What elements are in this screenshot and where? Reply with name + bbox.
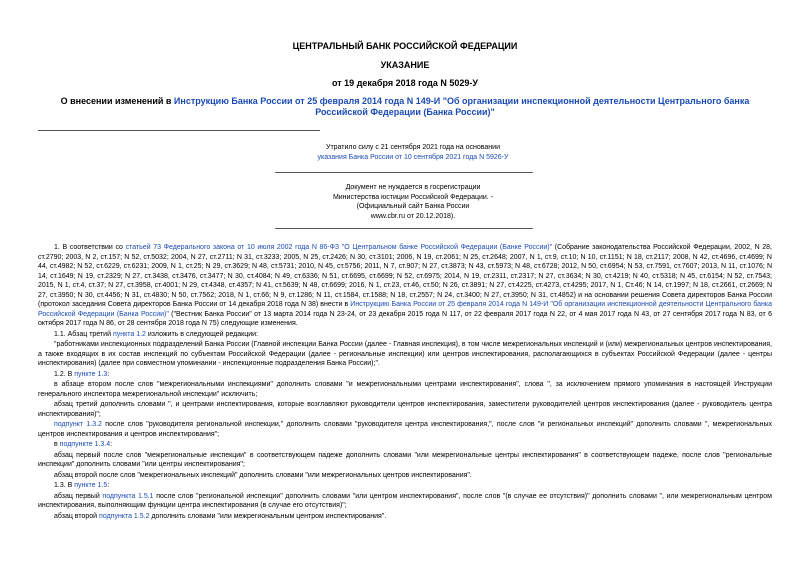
paragraph: абзац первый после слов "межрегиональные инспекции" в соответствующем падеже дополнить словами "или межрегиональные центры инспектирования" в соответствующем падеже, после слов "региональные инспекции" дополнить словами "или центры инспектирования"; <box>38 451 772 468</box>
paragraph: в абзаце втором после слов "межрегиональными инспекциями" дополнить словами "и межрегиональными центрами инспектирования", слова ", за исключением прямого упоминания в настоящей Инструкции генерального инспектора межрегиональной инспекции" исключить; <box>38 381 772 398</box>
paragraph-1-3: 1.3. В пункте 1.5: <box>54 482 110 489</box>
paragraph: абзац третий дополнить словами ", и центрами инспектирования, которые возглавляют руководители центров инспектирования, заместители руководителей центров инспектирования (далее - руководитель центра инспектирования)"; <box>38 401 772 418</box>
paragraph: в подпункте 1.3.4: <box>54 441 113 448</box>
instruction-link[interactable]: Инструкцию Банка России от 25 февраля 2014 года N 149-И "Об организации инспекционной деятельности Центрального банка Российской Федерации (Банка России)" <box>38 301 772 318</box>
registration-line: www.cbr.ru от 20.12.2018). <box>370 212 456 220</box>
divider <box>38 130 320 131</box>
lost-force-link[interactable]: указания Банка России от 10 сентября 2021 года N 5926-У <box>317 153 509 161</box>
lost-force-text: Утратило силу с 21 сентября 2021 года на основании <box>326 144 500 151</box>
document-type: УКАЗАНИЕ <box>380 60 430 70</box>
paragraph: абзац второй после слов "межрегиональных инспекций" дополнить словами "или межрегиональных центров инспектирования". <box>54 471 472 479</box>
clause-1-2-link[interactable]: пункта 1.2 <box>112 330 146 338</box>
divider <box>275 228 533 229</box>
clause-1-3-link[interactable]: пункте 1.3 <box>74 370 108 378</box>
subclause-1-3-2-link[interactable]: подпункт 1.3.2 <box>54 421 102 428</box>
paragraph: абзац первый подпункта 1.5.1 после слов "региональной инспекции" дополнить словами "или центром инспектирования", после слов "(в случае ее отсутствия)" дополнить словами ", или межрегиональным центром инспектирования, выполняющим функции центра инспектирования (в случае его отсутствия)"; <box>38 492 772 509</box>
subclause-1-5-1-link[interactable]: подпункта 1.5.1 <box>102 492 154 500</box>
paragraph-1-2: 1.2. В пункте 1.3: <box>54 370 110 378</box>
subclause-1-3-4-link[interactable]: подпункте 1.3.4 <box>59 441 111 448</box>
registration-note <box>238 183 588 221</box>
issuer-heading: ЦЕНТРАЛЬНЫЙ БАНК РОССИЙСКОЙ ФЕДЕРАЦИИ <box>292 41 518 51</box>
clause-1-5-link[interactable]: пункте 1.5 <box>74 482 108 489</box>
paragraph-1: 1. В соответствии со статьей 73 Федерального закона от 10 июля 2002 года N 86-ФЗ "О Центральном банке Российской Федерации (Банке России)" (Собрание законодательства Российской Федерации, 2002, N 28, ст.2790; 2003, N 2, ст.157; N 52, ст.5032; 2004, N 27, ст.2711; N 31, ст.3233; 2005, N 25, ст.2426; N 30, ст.3101; 2006, N 19, ст.2061; N 25, ст.2648; 2007, N 1, ст.9, ст.10; N 10, ст.1151; N 18, ст.2117; 2008, N 42, ст.4696, ст.4699; N 44, ст.4982; N 52, ст.6229, ст.6231; 2009, N 1, ст.25; N 29, ст.3629; N 48, ст.5731; 2010, N 45, ст.5756; 2011, N 7, ст.907; N 27, ст.3873; N 43, ст.5973; N 48, ст.6728; 2012, N 50, ст.6954; N 53, ст.7591, ст.7607; 2013, N 11, ст.1076; N 14, ст.1649; N 19, ст.2329; N 27, ст.3438, ст.3476, ст.3477; N 30, ст.4084; N 49, ст.6336; N 51, ст.6695, ст.6699; N 52, ст.6975; 2014, N 19, ст.2311, ст.2317; N 27, ст.3634; N 30, ст.4219; N 40, ст.5318; N 45, ст.6154; N 52, ст.7543; 2015, N 1, ст.4, ст.37; N 27, ст.3958, ст.4001; N 29, ст.4348, ст.4357; N 41, ст.5639; N 48, ст.6699; 2016, N 1, ст.23, ст.46, ст.50; N 26, ст.3891; N 27, ст.4225, ст.4273, ст.4295; 2017, N 1, Ст.46; N 14, ст.1997; N 18, ст.2661, ст.2669; N 27, ст.3950; N 30, ст.4456; N 31, ст.4830; N 50, ст.7562; 2018, N 1, ст.66; N 9, ст.1286; N 11, ст.1584, ст.1588; N 18, ст.2557; N 24, ст.3400; N 27, ст.3950; N 31, ст.4852) и на основании решения Совета директоров Банка России (протокол заседания Совета директоров Банка России от 14 декабря 2018 года N 38) внести в Инструкцию Банка России от 25 февраля 2014 года N 149-И "Об организации инспекционной деятельности Центрального банка Российской Федерации (Банка России)" ("Вестник Банка России" от 13 марта 2014 года N 23-24, от 23 декабря 2015 года N 117, от 22 февраля 2017 года N 22, от 4 мая 2017 года N 43, от 27 сентября 2017 года N 83, от 6 октября 2017 года N 86, от 28 сентября 2018 года N 75) следующие изменения. <box>38 244 772 327</box>
title-prefix: О внесении изменений в <box>60 96 174 106</box>
paragraph-quote: "работниками инспекционных подразделений Банка России (Главной инспекции Банка России (далее - Главная инспекция), в том числе межрегиональных инспекций и (или) межрегиональных центров инспектирования, а также входящих в их состав инспекций по субъектам Российской Федерации (далее - региональные инспекции) или центров инспектирования, располагающихся в субъектах Российской Федерации (далее - центры инспектирования) (далее при совместном упоминании - инспекционные подразделения Банка России);". <box>38 341 772 367</box>
subclause-1-5-2-link[interactable]: подпункта 1.5.2 <box>99 512 150 520</box>
paragraph: подпункт 1.3.2 после слов "руководителя региональной инспекции," дополнить словами "руководителя центра инспектирования,", после слов "и региональных инспекций" дополнить словами ", межрегиональных центров инспектирования и центров инспектирования"; <box>38 421 772 438</box>
divider <box>275 172 533 173</box>
law-article-link[interactable]: статьей 73 Федерального закона от 10 июля 2002 года N 86-ФЗ "О Центральном банке Российской Федерации (Банке России)" <box>125 244 553 251</box>
paragraph: абзац второй подпункта 1.5.2 дополнить словами "или межрегиональным центром инспектирования". <box>54 512 387 520</box>
document-date: от 19 декабря 2018 года N 5029-У <box>332 78 478 88</box>
document-title <box>48 96 762 118</box>
document-body <box>38 243 772 522</box>
lost-force-note <box>238 143 588 162</box>
document-page <box>38 0 772 571</box>
paragraph-1-1: 1.1. Абзац третий пункта 1.2 изложить в следующей редакции: <box>54 330 258 338</box>
registration-line: Министерства юстиции Российской Федерации. - <box>332 193 494 201</box>
registration-line: Документ не нуждается в госрегистрации <box>345 184 481 191</box>
title-instruction-link[interactable]: Инструкцию Банка России от 25 февраля 2014 года N 149-И "Об организации инспекционной деятельности Центрального банка Российской Федерации (Банка России)" <box>173 96 750 117</box>
registration-line: (Официальный сайт Банка России <box>356 203 470 210</box>
